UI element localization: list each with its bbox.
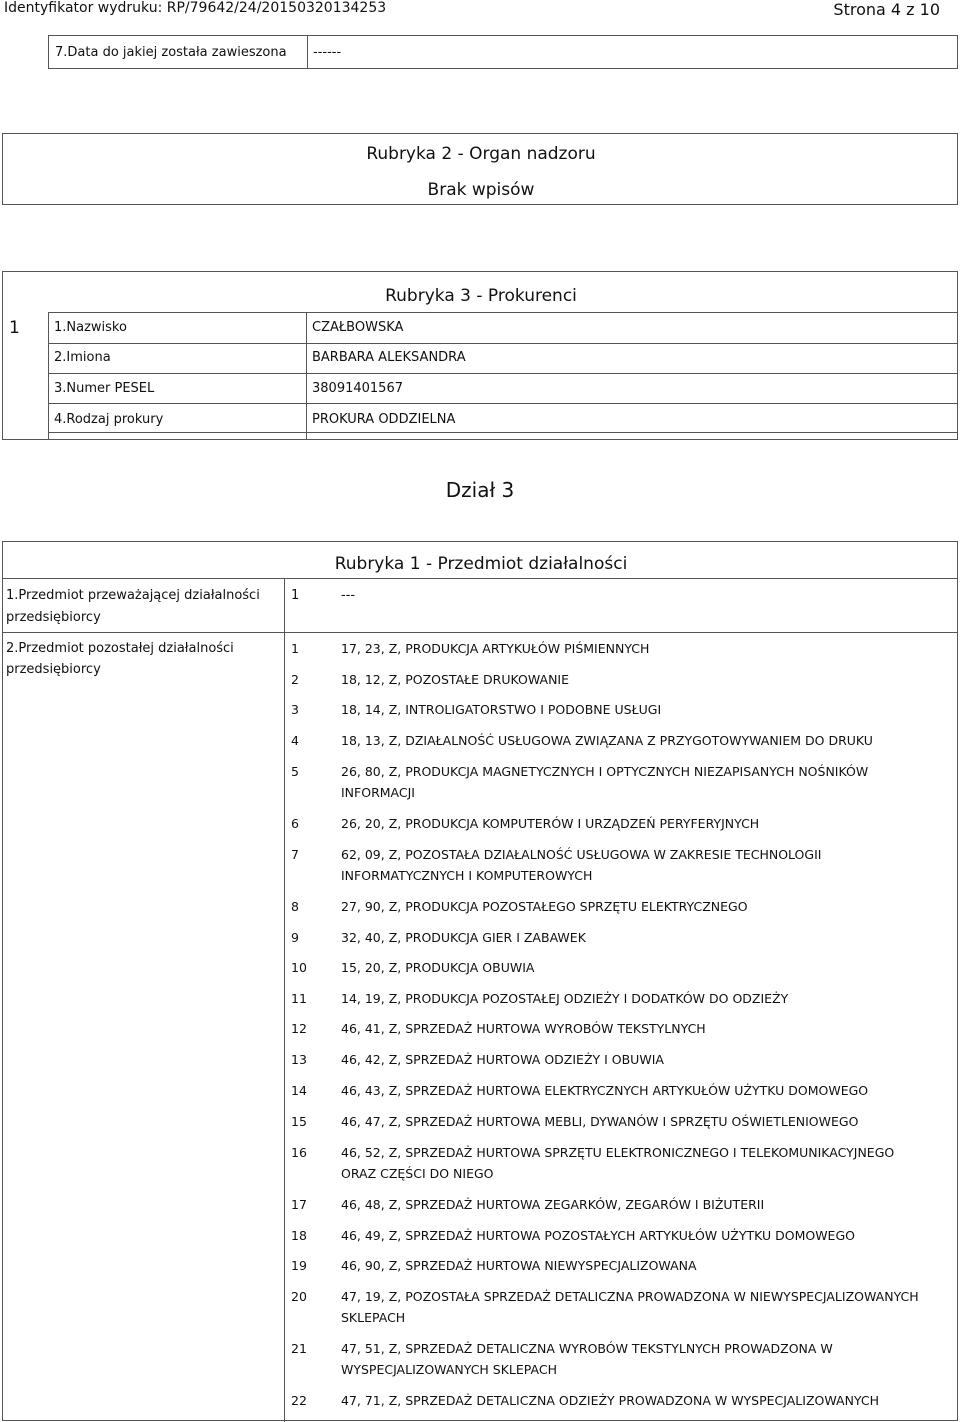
activity-item-number: 5 bbox=[291, 764, 299, 779]
activity-item-number: 13 bbox=[291, 1052, 307, 1067]
activity-item-text: 46, 42, Z, SPRZEDAŻ HURTOWA ODZIEŻY I OBUWIA bbox=[341, 1052, 664, 1067]
suspension-row bbox=[48, 35, 958, 69]
pesel-value: 38091401567 bbox=[312, 381, 403, 396]
print-identifier: Identyfikator wydruku: RP/79642/24/20150320134253 bbox=[4, 0, 387, 16]
activity-item-text: 47, 19, Z, POZOSTAŁA SPRZEDAŻ DETALICZNA PROWADZONA W NIEWYSPECJALIZOWANYCH bbox=[341, 1289, 919, 1304]
other-activity-label: 2.Przedmiot pozostałej działalności bbox=[6, 641, 234, 656]
activity-item-text: 18, 12, Z, POZOSTAŁE DRUKOWANIE bbox=[341, 672, 570, 687]
activity-item-text: 47, 51, Z, SPRZEDAŻ DETALICZNA WYROBÓW TEKSTYLNYCH PROWADZONA W bbox=[341, 1341, 833, 1356]
activity-item-number: 2 bbox=[291, 672, 299, 687]
activity-item-number: 4 bbox=[291, 733, 299, 748]
rubryka-2-title: Rubryka 2 - Organ nadzoru bbox=[366, 144, 596, 164]
activity-item-number: 16 bbox=[291, 1145, 307, 1160]
activity-item-text-continued: INFORMACJI bbox=[341, 785, 415, 800]
activity-item-text: 47, 71, Z, SPRZEDAŻ DETALICZNA ODZIEŻY PROWADZONA W WYSPECJALIZOWANYCH bbox=[341, 1393, 880, 1408]
rubryka-1-title: Rubryka 1 - Przedmiot działalności bbox=[334, 554, 628, 574]
activity-item-number: 7 bbox=[291, 847, 299, 862]
activity-item-text: 32, 40, Z, PRODUKCJA GIER I ZABAWEK bbox=[341, 930, 586, 945]
activity-item-text: 46, 90, Z, SPRZEDAŻ HURTOWA NIEWYSPECJALIZOWANA bbox=[341, 1258, 697, 1273]
nazwisko-value: CZAŁBOWSKA bbox=[312, 320, 404, 335]
activity-item-text: 46, 43, Z, SPRZEDAŻ HURTOWA ELEKTRYCZNYCH ARTYKUŁÓW UŻYTKU DOMOWEGO bbox=[341, 1083, 869, 1098]
activity-item-number: 22 bbox=[291, 1393, 307, 1408]
prokurent-index: 1 bbox=[9, 318, 20, 338]
rodzaj-prokury-label: 4.Rodzaj prokury bbox=[54, 412, 164, 427]
activity-item-number: 8 bbox=[291, 899, 299, 914]
activity-item-text: 17, 23, Z, PRODUKCJA ARTYKUŁÓW PIŚMIENNYCH bbox=[341, 641, 650, 656]
nazwisko-label: 1.Nazwisko bbox=[54, 320, 127, 335]
activity-item-number: 9 bbox=[291, 930, 299, 945]
activity-item-number: 14 bbox=[291, 1083, 307, 1098]
activity-item-text: 46, 52, Z, SPRZEDAŻ HURTOWA SPRZĘTU ELEKTRONICZNEGO I TELEKOMUNIKACYJNEGO bbox=[341, 1145, 895, 1160]
activity-item-number: 6 bbox=[291, 816, 299, 831]
activity-item-text: 46, 47, Z, SPRZEDAŻ HURTOWA MEBLI, DYWANÓW I SPRZĘTU OŚWIETLENIOWEGO bbox=[341, 1114, 859, 1129]
imiona-value: BARBARA ALEKSANDRA bbox=[312, 350, 466, 365]
activity-item-text: 46, 48, Z, SPRZEDAŻ HURTOWA ZEGARKÓW, ZEGARÓW I BIŻUTERII bbox=[341, 1197, 765, 1212]
activity-item-text-continued: INFORMATYCZNYCH I KOMPUTEROWYCH bbox=[341, 868, 593, 883]
activity-item-text: 18, 13, Z, DZIAŁALNOŚĆ USŁUGOWA ZWIĄZANA Z PRZYGOTOWYWANIEM DO DRUKU bbox=[341, 733, 873, 748]
activity-item-number: 18 bbox=[291, 1228, 307, 1243]
page-number: Strona 4 z 10 bbox=[833, 0, 940, 19]
main-activity-value: --- bbox=[341, 588, 356, 603]
imiona-label: 2.Imiona bbox=[54, 350, 111, 365]
activity-item-number: 12 bbox=[291, 1021, 307, 1036]
activity-item-text: 14, 19, Z, PRODUKCJA POZOSTAŁEJ ODZIEŻY I DODATKÓW DO ODZIEŻY bbox=[341, 991, 789, 1006]
activity-item-text: 26, 20, Z, PRODUKCJA KOMPUTERÓW I URZĄDZEŃ PERYFERYJNYCH bbox=[341, 816, 760, 831]
activity-item-text: 46, 49, Z, SPRZEDAŻ HURTOWA POZOSTAŁYCH ARTYKUŁÓW UŻYTKU DOMOWEGO bbox=[341, 1228, 855, 1243]
activity-item-text: 15, 20, Z, PRODUKCJA OBUWIA bbox=[341, 960, 535, 975]
activity-item-number: 20 bbox=[291, 1289, 307, 1304]
other-activity-label-2: przedsiębiorcy bbox=[6, 662, 101, 677]
activity-item-text: 26, 80, Z, PRODUKCJA MAGNETYCZNYCH I OPTYCZNYCH NIEZAPISANYCH NOŚNIKÓW bbox=[341, 764, 869, 779]
activity-item-text: 18, 14, Z, INTROLIGATORSTWO I PODOBNE USŁUGI bbox=[341, 702, 662, 717]
rubryka-3-box bbox=[2, 271, 958, 440]
dzial-title: Dział 3 bbox=[445, 478, 515, 502]
activity-item-number: 10 bbox=[291, 960, 307, 975]
pesel-label: 3.Numer PESEL bbox=[54, 381, 155, 396]
activity-item-number: 19 bbox=[291, 1258, 307, 1273]
rodzaj-prokury-value: PROKURA ODDZIELNA bbox=[312, 412, 456, 427]
activity-item-number: 1 bbox=[291, 641, 299, 656]
activity-item-text-continued: WYSPECJALIZOWANYCH SKLEPACH bbox=[341, 1362, 557, 1377]
activity-item-text: 62, 09, Z, POZOSTAŁA DZIAŁALNOŚĆ USŁUGOWA W ZAKRESIE TECHNOLOGII bbox=[341, 847, 822, 862]
activity-item-text: 27, 90, Z, PRODUKCJA POZOSTAŁEGO SPRZĘTU ELEKTRYCZNEGO bbox=[341, 899, 748, 914]
main-activity-number: 1 bbox=[291, 588, 300, 603]
activity-item-number: 21 bbox=[291, 1341, 307, 1356]
activity-item-number: 11 bbox=[291, 991, 307, 1006]
main-activity-label-2: przedsiębiorcy bbox=[6, 610, 101, 625]
activity-item-number: 3 bbox=[291, 702, 299, 717]
rubryka-3-title: Rubryka 3 - Prokurenci bbox=[385, 286, 577, 306]
activity-item-text-continued: SKLEPACH bbox=[341, 1310, 406, 1325]
main-activity-label: 1.Przedmiot przeważającej działalności bbox=[6, 588, 260, 603]
activity-item-text: 46, 41, Z, SPRZEDAŻ HURTOWA WYROBÓW TEKSTYLNYCH bbox=[341, 1021, 706, 1036]
rubryka-2-empty: Brak wpisów bbox=[427, 180, 535, 200]
suspension-label: 7.Data do jakiej została zawieszona bbox=[55, 45, 287, 60]
suspension-value: ------ bbox=[313, 45, 342, 60]
rubryka-2-box bbox=[2, 133, 958, 205]
activity-item-number: 15 bbox=[291, 1114, 307, 1129]
activity-item-number: 17 bbox=[291, 1197, 307, 1212]
activity-item-text-continued: ORAZ CZĘŚCI DO NIEGO bbox=[341, 1166, 494, 1181]
